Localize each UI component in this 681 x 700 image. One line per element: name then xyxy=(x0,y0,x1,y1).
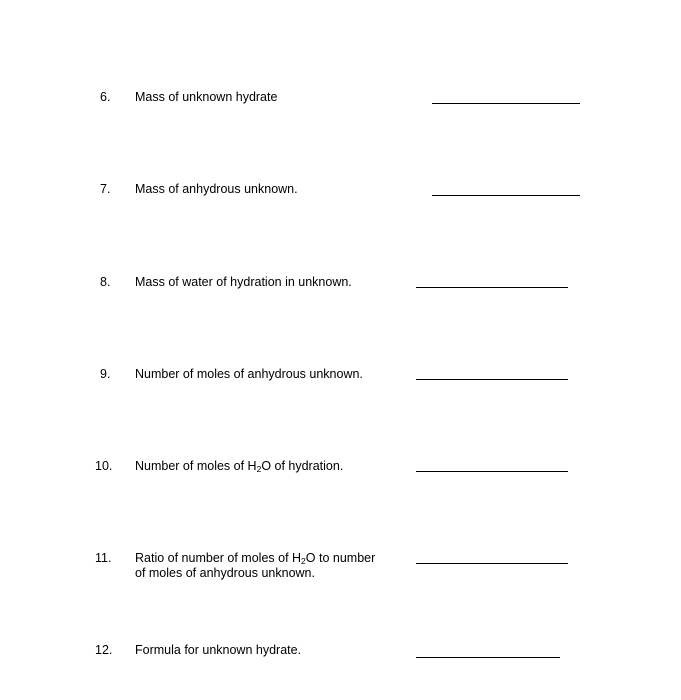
question-text-part: O to number xyxy=(305,551,376,565)
answer-line[interactable] xyxy=(432,195,580,196)
question-text-part: Number of moles of H xyxy=(135,459,257,473)
subscript: 2 xyxy=(301,556,306,566)
question-text-line2: of moles of anhydrous unknown. xyxy=(135,566,315,580)
question-number: 8. xyxy=(100,275,111,289)
question-text: Number of moles of anhydrous unknown. xyxy=(135,367,363,381)
answer-line[interactable] xyxy=(416,287,568,288)
question-number: 7. xyxy=(100,182,111,196)
question-number: 12. xyxy=(95,643,113,657)
question-number: 9. xyxy=(100,367,111,381)
question-text: Formula for unknown hydrate. xyxy=(135,643,302,657)
answer-line[interactable] xyxy=(416,379,568,380)
question-text-part: O of hydration. xyxy=(261,459,344,473)
question-number: 6. xyxy=(100,90,111,104)
answer-line[interactable] xyxy=(416,657,560,658)
question-text xyxy=(135,459,343,474)
question-text: Mass of unknown hydrate xyxy=(135,90,278,104)
question-number: 11. xyxy=(95,551,112,565)
question-text: Mass of anhydrous unknown. xyxy=(135,182,298,196)
question-number: 10. xyxy=(95,459,113,473)
question-text xyxy=(135,551,375,581)
answer-line[interactable] xyxy=(416,471,568,472)
question-text: Mass of water of hydration in unknown. xyxy=(135,275,352,289)
answer-line[interactable] xyxy=(432,103,580,104)
subscript: 2 xyxy=(256,464,262,474)
question-text-part: Ratio of number of moles of H xyxy=(135,551,302,565)
answer-line[interactable] xyxy=(416,563,568,564)
